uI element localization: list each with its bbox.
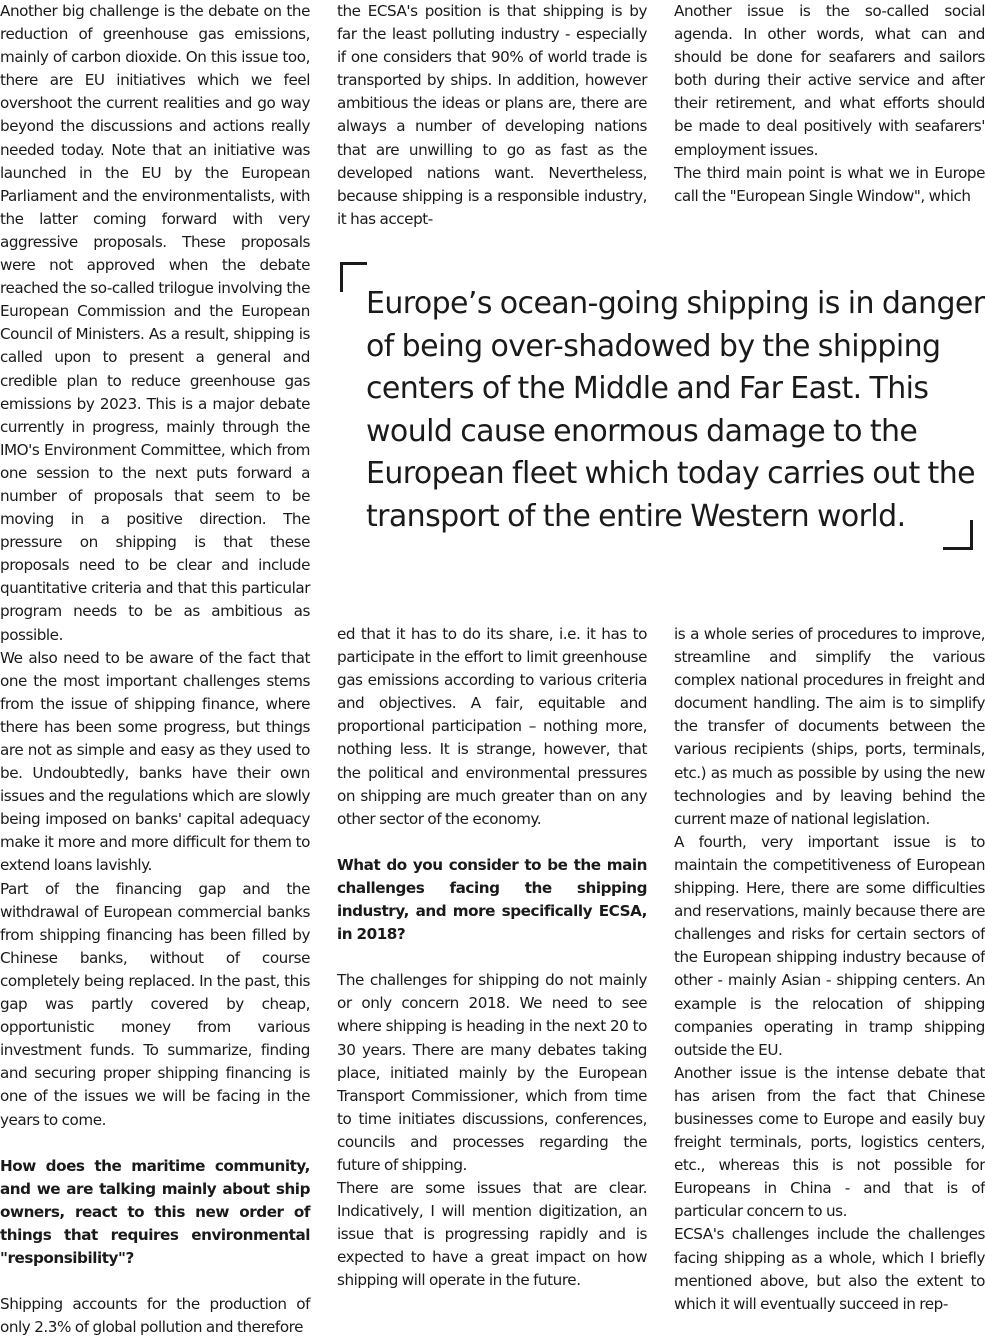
col3-paragraph-1: is a whole series of procedures to improve, streamline and simplify the various complex national procedures in freight and document handling. The aim is to simplify the transfer of documents between the various recipients (ships, ports, terminals, etc.) as much as possible by using the new technologies and by leaving behind the current maze of national legislation. xyxy=(674,625,985,828)
col2-paragraph-3: There are some issues that are clear. Indicatively, I will mention digitization, an issue that is progressing rapidly and is expected to have a great impact on how shipping will operate in the future. xyxy=(337,1179,647,1290)
column-2-top xyxy=(337,0,647,231)
quote-bracket-close xyxy=(943,520,973,550)
col2-top-paragraph: the ECSA's position is that shipping is by far the least polluting industry - especially if one considers that 90% of world trade is transported by ships. In addition, however ambitious the ideas or plans are, there are always a number of developing nations that are unwilling to go as fast as the developed nations want. Nevertheless, because shipping is a responsible industry, it has accept- xyxy=(337,2,647,228)
col3-paragraph-2: A fourth, very important issue is to maintain the competitiveness of European shipping. Here, there are some difficulties and reservations, mainly because there are challenges and risks for certain sectors of the European shipping industry because of other - mainly Asian - shipping centers. An example is the relocation of shipping companies operating in tramp shipping outside the EU. xyxy=(674,832,985,1059)
col2-paragraph-2: The challenges for shipping do not mainly or only concern 2018. We need to see where shipping is heading in the next 20 to 30 years. There are many debates taking place, initiated mainly by the European Transport Commissioner, which from time to time initiates discussions, conferences, councils and processes regarding the future of shipping. xyxy=(337,971,647,1174)
pull-quote-text: Europe’s ocean-going shipping is in danger of being over-shadowed by the shipping centers of the Middle and Far East. This would cause enormous damage to the European fleet which today carries out the transport of the entire Western world. xyxy=(366,286,985,534)
column-3-top xyxy=(674,0,985,208)
col1-paragraph-2: We also need to be aware of the fact that one the most important challenges stems from the issue of shipping finance, where there has been some progress, but things are not as simple and easy as they used to be. Undoubtedly, banks have their own issues and the regulations which are slowly being imposed on banks' capital adequacy make it more and more difficult for them to extend loans lavishly. xyxy=(0,648,310,875)
column-1 xyxy=(0,0,310,1339)
col3-top-paragraph-1: Another issue is the so-called social agenda. In other words, what can and should be done for seafarers and sailors both during their active service and after their retirement, and what efforts should be made to deal positively with seafarers' employment issues. xyxy=(674,2,985,159)
column-2-bottom xyxy=(337,623,647,1293)
col1-answer-start: Shipping accounts for the production of only 2.3% of global pollution and therefore xyxy=(0,1295,310,1337)
interview-question-2: What do you consider to be the main challenges facing the shipping industry, and more specifically ECSA, in 2018? xyxy=(337,855,647,944)
col1-paragraph-3: Part of the financing gap and the withdrawal of European commercial banks from shipping financing has been filled by Chinese banks, without of course completely being replaced. In the past, this gap was partly covered by cheap, opportunistic money from various investment funds. To summarize, finding and securing proper shipping financing is one of the issues we will be facing in the years to come. xyxy=(0,879,310,1129)
quote-bracket-open xyxy=(340,262,367,292)
col1-paragraph-1: Another big challenge is the debate on the reduction of greenhouse gas emissions, mainly of carbon dioxide. On this issue too, there are EU initiatives which we feel overshoot the current realities and go way beyond the discussions and actions really needed today. Note that an initiative was launched in the EU by the European Parliament and the environmentalists, with the latter coming forward with very aggressive proposals. These proposals were not approved when the debate reached the so-called trilogue involving the European Commission and the European Council of Ministers. As a result, shipping is called upon to present a general and credible plan to reduce greenhouse gas emissions by 2023. This is a major debate currently in progress, mainly through the IMO's Environment Committee, which from one session to the next puts forward a number of proposals that seem to be moving in a positive direction. The pressure on shipping is that these proposals need to be clear and include quantitative criteria and that this particular program needs to be as ambitious as possible. xyxy=(0,2,310,644)
col2-paragraph-1: ed that it has to do its share, i.e. it has to participate in the effort to limit greenhouse gas emissions according to various criteria and objectives. A fair, equitable and proportional participation – nothing more, nothing less. It is strange, however, that the political and environmental pressures on shipping are much greater than on any other sector of the economy. xyxy=(337,625,647,828)
interview-question-1: How does the maritime community, and we are talking mainly about ship owners, react to this new order of things that requires environmental "responsibility"? xyxy=(0,1156,310,1267)
col3-paragraph-4: ECSA's challenges include the challenges facing shipping as a whole, which I briefly mentioned above, but also the extent to which it will eventually succeed in rep- xyxy=(674,1225,985,1313)
column-3-bottom xyxy=(674,623,985,1316)
pull-quote xyxy=(340,262,985,550)
col3-top-paragraph-2: The third main point is what we in Europe call the "European Single Window", which xyxy=(674,163,985,205)
col3-paragraph-3: Another issue is the intense debate that has arisen from the fact that Chinese businesses come to Europe and easily buy freight terminals, ports, logistics centers, etc., whereas this is not possible for Europeans in China - and that is of particular concern to us. xyxy=(674,1063,985,1221)
